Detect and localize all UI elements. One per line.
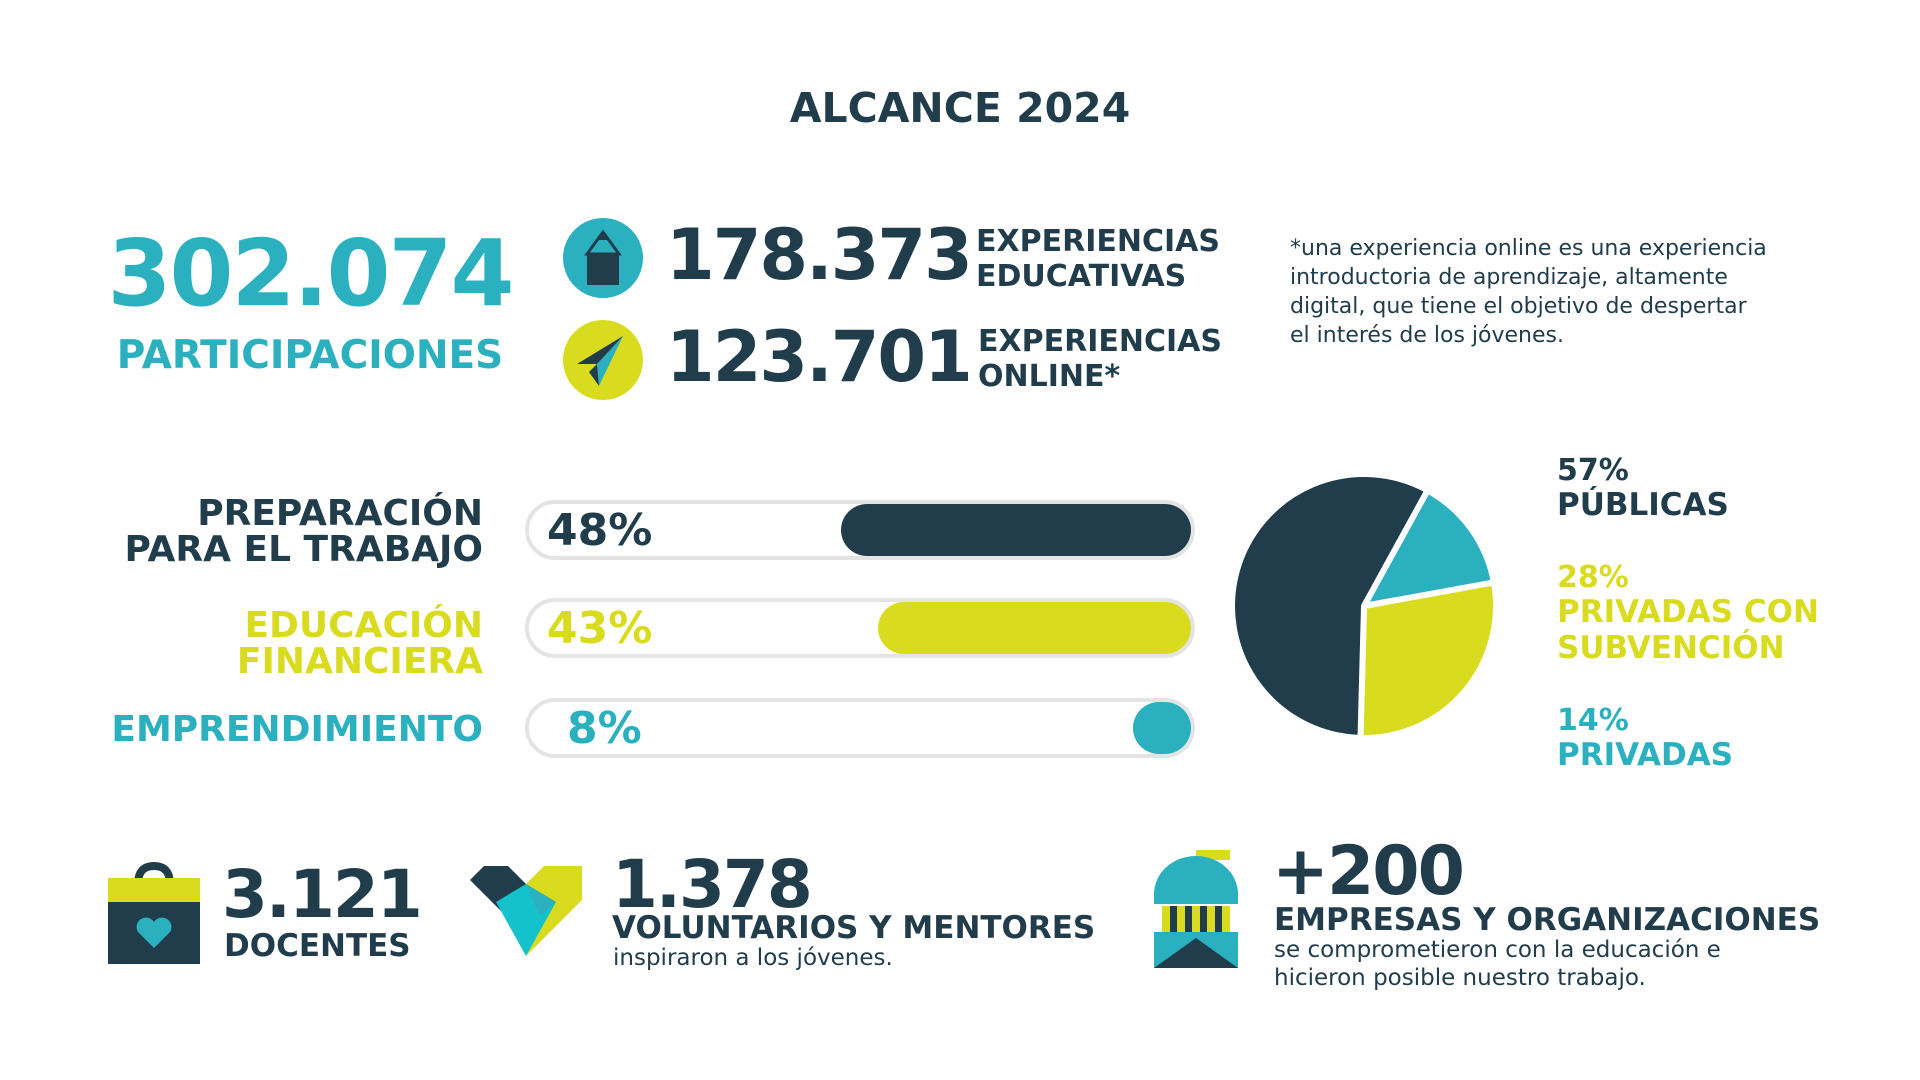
pie-legend-label: PRIVADAS xyxy=(1557,737,1734,773)
pie-legend-item xyxy=(1557,454,1729,523)
volunteers-value: 1.378 xyxy=(612,846,811,923)
bar-track xyxy=(525,500,1195,560)
bar-fill xyxy=(841,504,1191,556)
teachers-value: 3.121 xyxy=(222,856,421,933)
shopping-bag-heart-icon xyxy=(108,862,200,964)
stat-label xyxy=(976,224,1220,294)
pie-chart xyxy=(1228,470,1500,742)
stat-value: 123.701 xyxy=(666,316,971,398)
page-title: ALCANCE 2024 xyxy=(789,84,1131,132)
stat-label-line: EXPERIENCIAS xyxy=(976,224,1220,259)
companies-value: +200 xyxy=(1272,832,1463,911)
stat-label-line: EDUCATIVAS xyxy=(976,259,1187,294)
bar-category-label xyxy=(124,493,483,570)
bar-fill xyxy=(878,602,1191,654)
bar-category-line: EMPRENDIMIENTO xyxy=(111,709,483,750)
pencil-icon xyxy=(563,218,643,298)
companies-label: EMPRESAS Y ORGANIZACIONES xyxy=(1274,902,1821,938)
stat-label-line: ONLINE* xyxy=(978,359,1121,394)
footnote-line: *una experiencia online es una experiencia xyxy=(1290,236,1767,261)
pie-slice xyxy=(1360,582,1496,738)
pie-legend-item xyxy=(1557,561,1819,666)
teachers-label: DOCENTES xyxy=(224,928,411,964)
bar-category-line: EDUCACIÓN xyxy=(244,605,483,646)
bar-category-label xyxy=(111,709,483,750)
building-icon xyxy=(1148,850,1244,968)
footnote-line: digital, que tiene el objetivo de despertar xyxy=(1290,294,1747,319)
pie-legend-value: 57% xyxy=(1557,453,1629,488)
stat-label-line: EXPERIENCIAS xyxy=(978,324,1222,359)
pie-legend-label: PRIVADAS CON xyxy=(1557,594,1819,630)
pie-legend-value: 28% xyxy=(1557,560,1629,595)
bar-category-label xyxy=(236,605,483,682)
paper-plane-icon xyxy=(563,320,643,400)
stat-label xyxy=(978,324,1222,394)
companies-subtext-line: se comprometieron con la educación e xyxy=(1274,937,1721,963)
footnote xyxy=(1290,234,1850,350)
volunteers-label: VOLUNTARIOS Y MENTORES xyxy=(612,910,1096,946)
pie-legend-label: PÚBLICAS xyxy=(1557,487,1729,523)
heart-icon xyxy=(470,866,582,958)
companies-subtext xyxy=(1274,936,1721,992)
bar-category-line: FINANCIERA xyxy=(236,641,483,682)
footnote-line: introductoria de aprendizaje, altamente xyxy=(1290,265,1728,290)
bar-category-line: PARA EL TRABAJO xyxy=(124,529,483,570)
bar-category-line: PREPARACIÓN xyxy=(197,493,483,534)
pie-legend-value: 14% xyxy=(1557,703,1629,738)
bar-track xyxy=(525,598,1195,658)
bar-data-label: 43% xyxy=(547,602,653,654)
bar-data-label: 48% xyxy=(547,504,653,556)
total-participations-value: 302.074 xyxy=(107,220,513,327)
footnote-line: el interés de los jóvenes. xyxy=(1290,323,1564,348)
volunteers-subtext: inspiraron a los jóvenes. xyxy=(613,945,893,971)
companies-subtext-line: hicieron posible nuestro trabajo. xyxy=(1274,965,1646,991)
bar-fill xyxy=(1133,702,1191,754)
bar-data-label: 8% xyxy=(567,702,642,754)
pie-legend-label: SUBVENCIÓN xyxy=(1557,630,1785,666)
stat-value: 178.373 xyxy=(666,214,971,296)
pie-legend-item xyxy=(1557,704,1733,773)
total-participations-label: PARTICIPACIONES xyxy=(116,333,504,378)
bar-track xyxy=(525,698,1195,758)
